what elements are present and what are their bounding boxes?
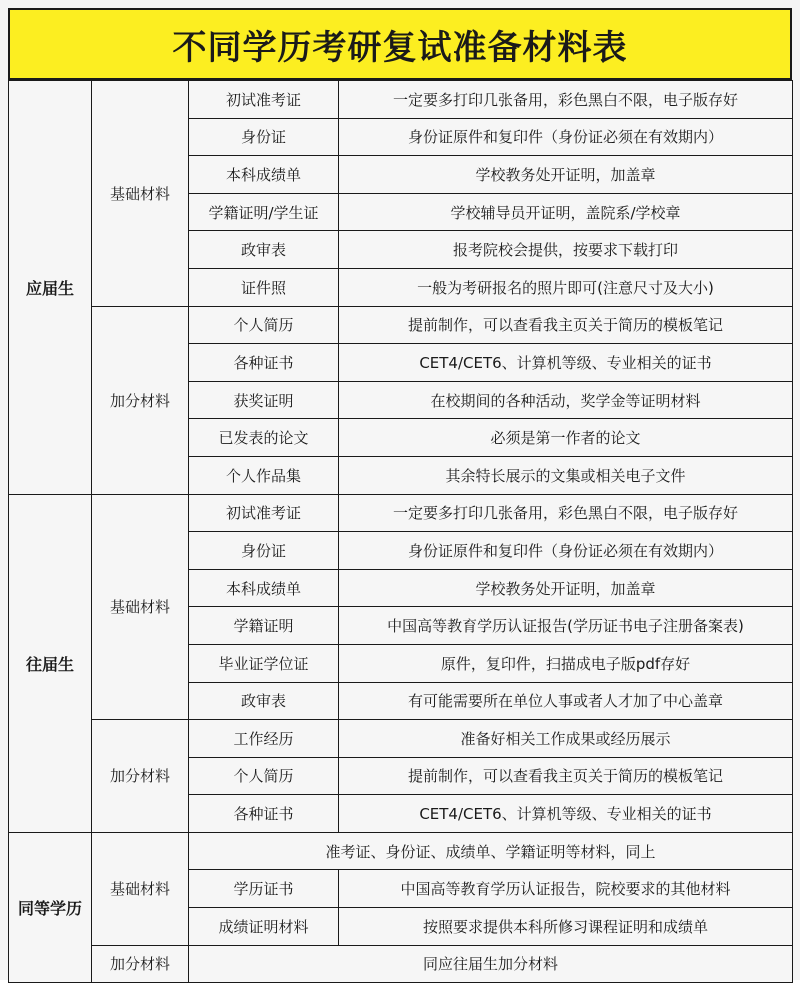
subgroup-cell: 基础材料	[92, 494, 189, 720]
item-cell: 学历证书	[189, 870, 339, 908]
subgroup-cell: 加分材料	[92, 945, 189, 983]
subgroup-cell: 基础材料	[92, 832, 189, 945]
desc-cell: 原件，复印件，扫描成电子版pdf存好	[339, 644, 793, 682]
desc-cell: 身份证原件和复印件（身份证必须在有效期内）	[339, 532, 793, 570]
desc-cell: 一定要多打印几张备用，彩色黑白不限，电子版存好	[339, 494, 793, 532]
subgroup-cell: 加分材料	[92, 720, 189, 833]
item-cell: 初试准考证	[189, 81, 339, 119]
desc-cell: 提前制作，可以查看我主页关于简历的模板笔记	[339, 757, 793, 795]
merged-desc-cell: 同应往届生加分材料	[189, 945, 793, 983]
desc-cell: 中国高等教育学历认证报告(学历证书电子注册备案表)	[339, 607, 793, 645]
group-cell: 应届生	[9, 81, 92, 495]
table-row	[9, 494, 793, 532]
item-cell: 政审表	[189, 231, 339, 269]
table-row	[9, 832, 793, 870]
group-cell: 同等学历	[9, 832, 92, 982]
desc-cell: 一般为考研报名的照片即可(注意尺寸及大小)	[339, 268, 793, 306]
item-cell: 个人简历	[189, 306, 339, 344]
desc-cell: 按照要求提供本科所修习课程证明和成绩单	[339, 908, 793, 946]
item-cell: 获奖证明	[189, 381, 339, 419]
item-cell: 证件照	[189, 268, 339, 306]
table-row	[9, 720, 793, 758]
desc-cell: 其余特长展示的文集或相关电子文件	[339, 456, 793, 494]
desc-cell: CET4/CET6、计算机等级、专业相关的证书	[339, 795, 793, 833]
desc-cell: 学校教务处开证明，加盖章	[339, 569, 793, 607]
item-cell: 学籍证明	[189, 607, 339, 645]
subgroup-cell: 基础材料	[92, 81, 189, 307]
item-cell: 身份证	[189, 532, 339, 570]
item-cell: 毕业证学位证	[189, 644, 339, 682]
desc-cell: 准备好相关工作成果或经历展示	[339, 720, 793, 758]
table-row	[9, 306, 793, 344]
item-cell: 本科成绩单	[189, 156, 339, 194]
item-cell: 工作经历	[189, 720, 339, 758]
item-cell: 成绩证明材料	[189, 908, 339, 946]
desc-cell: CET4/CET6、计算机等级、专业相关的证书	[339, 344, 793, 382]
item-cell: 政审表	[189, 682, 339, 720]
merged-desc-cell: 准考证、身份证、成绩单、学籍证明等材料，同上	[189, 832, 793, 870]
item-cell: 各种证书	[189, 795, 339, 833]
item-cell: 本科成绩单	[189, 569, 339, 607]
desc-cell: 学校辅导员开证明，盖院系/学校章	[339, 193, 793, 231]
item-cell: 初试准考证	[189, 494, 339, 532]
desc-cell: 在校期间的各种活动，奖学金等证明材料	[339, 381, 793, 419]
group-cell: 往届生	[9, 494, 92, 832]
materials-table-body	[9, 81, 793, 983]
table-row	[9, 945, 793, 983]
page-title: 不同学历考研复试准备材料表	[8, 8, 792, 80]
item-cell: 身份证	[189, 118, 339, 156]
desc-cell: 提前制作，可以查看我主页关于简历的模板笔记	[339, 306, 793, 344]
desc-cell: 报考院校会提供，按要求下载打印	[339, 231, 793, 269]
desc-cell: 学校教务处开证明，加盖章	[339, 156, 793, 194]
item-cell: 学籍证明/学生证	[189, 193, 339, 231]
item-cell: 各种证书	[189, 344, 339, 382]
desc-cell: 一定要多打印几张备用，彩色黑白不限，电子版存好	[339, 81, 793, 119]
table-row	[9, 81, 793, 119]
desc-cell: 中国高等教育学历认证报告，院校要求的其他材料	[339, 870, 793, 908]
item-cell: 个人简历	[189, 757, 339, 795]
desc-cell: 有可能需要所在单位人事或者人才加了中心盖章	[339, 682, 793, 720]
item-cell: 个人作品集	[189, 456, 339, 494]
item-cell: 已发表的论文	[189, 419, 339, 457]
desc-cell: 必须是第一作者的论文	[339, 419, 793, 457]
desc-cell: 身份证原件和复印件（身份证必须在有效期内）	[339, 118, 793, 156]
subgroup-cell: 加分材料	[92, 306, 189, 494]
materials-table	[8, 80, 793, 983]
